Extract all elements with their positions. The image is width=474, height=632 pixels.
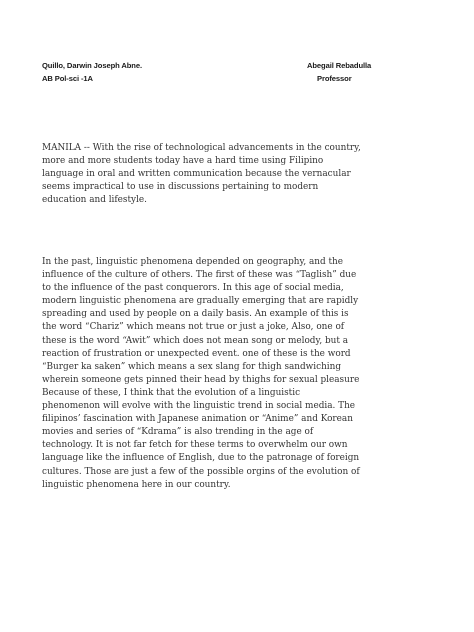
paragraph-line: linguistic phenomena here in our country. bbox=[42, 479, 231, 490]
student-info bbox=[42, 59, 142, 85]
paragraph-line: modern linguistic phenomena are gradually emerging that are rapidly bbox=[42, 296, 359, 307]
paragraph-line: to the influence of the past conquerors. In this age of social media, bbox=[42, 283, 344, 294]
paragraph-line: MANILA -- With the rise of technological advancements in the country, bbox=[42, 143, 361, 153]
paragraph-line: language in oral and written communication because the vernacular bbox=[42, 169, 351, 180]
paragraph-intro bbox=[42, 142, 434, 207]
paragraph-line: phenomenon will evolve with the linguistic trend in social media. The bbox=[42, 401, 356, 412]
paragraph-line: more and more students today have a hard time using Filipino bbox=[42, 156, 324, 167]
paragraph-line: education and lifestyle. bbox=[42, 195, 147, 206]
professor-info bbox=[307, 59, 371, 85]
paragraph-line: language like the influence of English, due to the patronage of foreign bbox=[42, 453, 360, 464]
paragraph-line: filipinos’ fascination with Japanese animation or “Anime” and Korean bbox=[42, 414, 353, 425]
paragraph-line: influence of the culture of others. The first of these was “Taglish” due bbox=[42, 270, 357, 281]
paragraph-line: In the past, linguistic phenomena depended on geography, and the bbox=[42, 257, 344, 267]
paragraph-line: seems impractical to use in discussions pertaining to modern bbox=[42, 182, 319, 193]
paragraph-line: wherein someone gets pinned their head by thighs for sexual pleasure bbox=[42, 374, 360, 385]
paragraph-line: technology. It is not far fetch for these terms to overwhelm our own bbox=[42, 440, 348, 451]
paragraph-line: Because of these, I think that the evolution of a linguistic bbox=[42, 387, 301, 398]
student-course: AB Pol-sci -1A bbox=[42, 74, 93, 83]
paragraph-line: spreading and used by people on a daily basis. An example of this is bbox=[42, 309, 349, 320]
paragraph-line: reaction of frustration or unexpected event. one of these is the word bbox=[42, 348, 351, 359]
paragraph-line: movies and series of “Kdrama” is also trending in the age of bbox=[42, 427, 314, 438]
paragraph-line: the word “Chariz” which means not true or just a joke, Also, one of bbox=[42, 322, 345, 333]
student-name: Quillo, Darwin Joseph Abne. bbox=[42, 61, 142, 70]
paragraph-body bbox=[42, 256, 434, 492]
professor-title: Professor bbox=[317, 74, 352, 83]
paragraph-line: “Burger ka saken” which means a sex slang for thigh sandwiching bbox=[42, 361, 342, 372]
paragraph-line: cultures. Those are just a few of the possible orgins of the evolution of bbox=[42, 466, 360, 477]
professor-name: Abegail Rebadulla bbox=[307, 61, 372, 70]
paragraph-line: these is the word “Awit” which does not mean song or melody, but a bbox=[42, 335, 349, 346]
